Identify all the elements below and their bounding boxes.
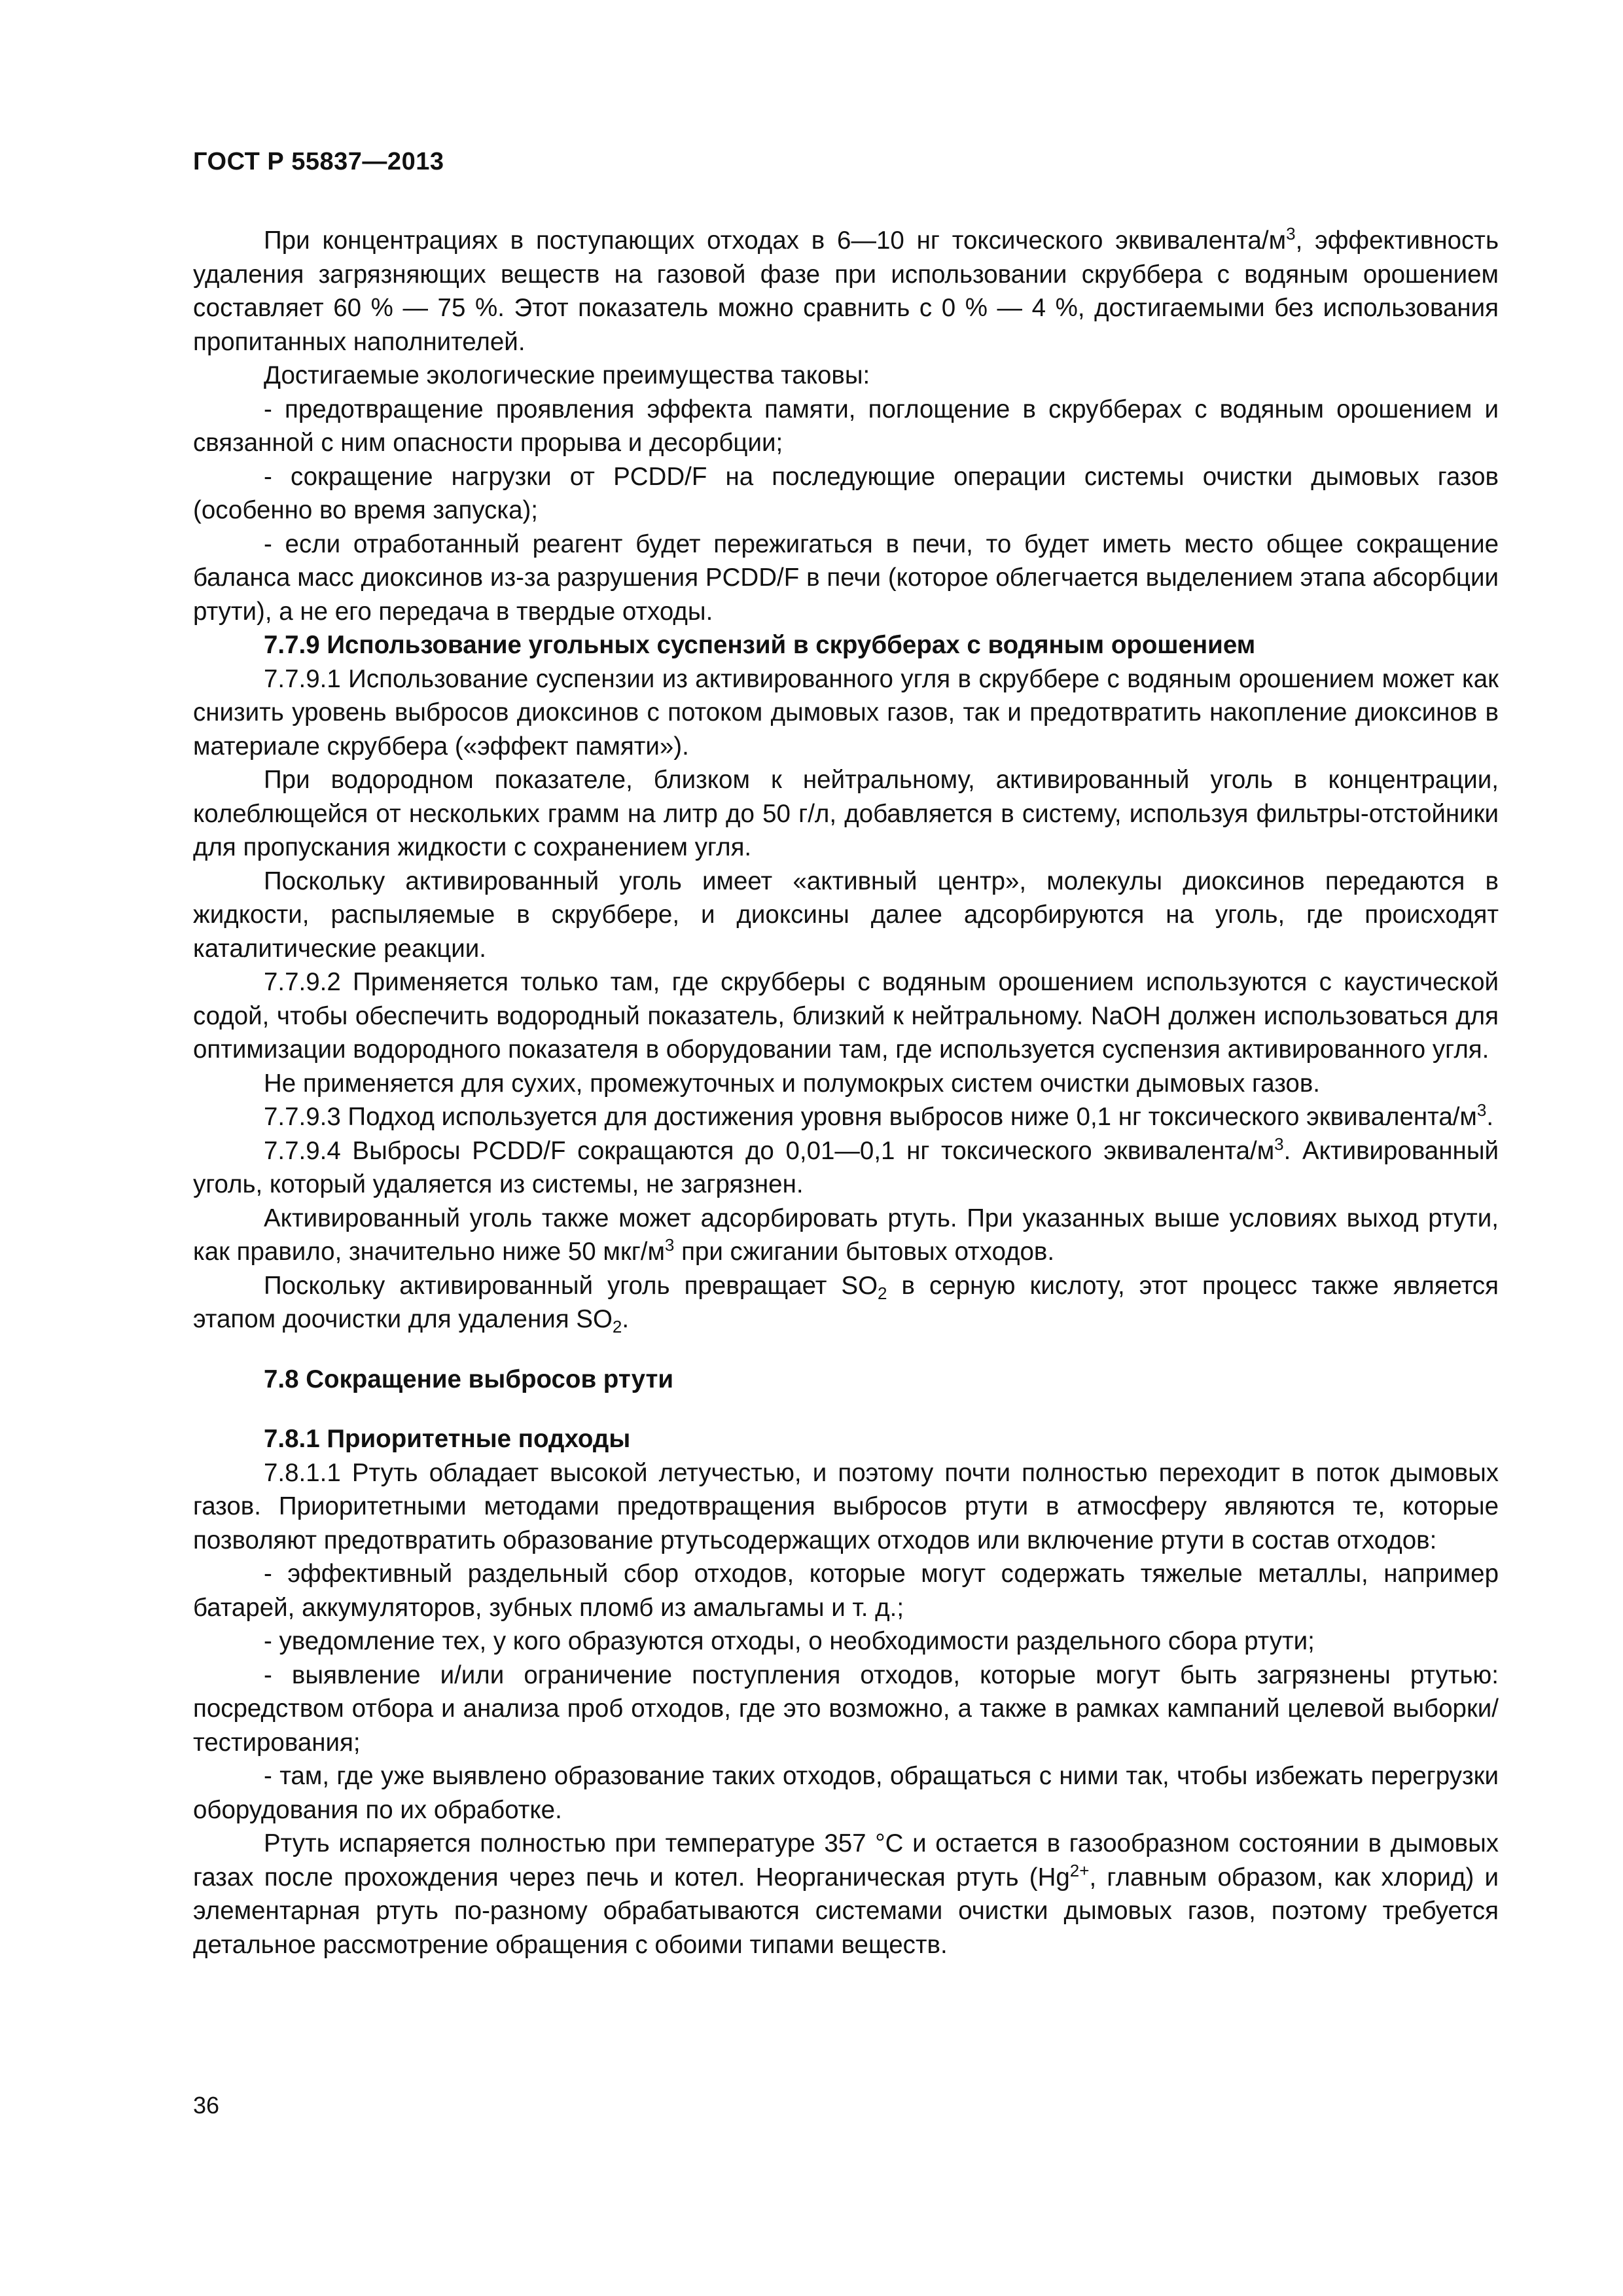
paragraph: Поскольку активированный уголь превращает $SO_2$ в серную кислоту, этот процесс также является этапом доочистки для удаления $SO_2$.	[193, 1271, 1499, 1336]
paragraph: Поскольку активированный уголь имеет «активный центр», молекулы диоксинов передаются в жидкости, распыляемые в скруббере, и диоксины далее адсорбируются на уголь, где происходят каталитические реакции.	[193, 867, 1499, 963]
paragraph: 7.7.9.3 Подход используется для достижения уровня выбросов ниже 0,1 нг токсического эквивалента/$м^3$.	[264, 1100, 1494, 1131]
paragraph: 7.7.9.4 Выбросы PCDD/F сокращаются до 0,01—0,1 нг токсического эквивалента/$м^3$. Активированный уголь, который удаляется из системы, не загрязнен.	[193, 1134, 1499, 1198]
subsection-heading: 7.8.1 Приоритетные подходы	[264, 1425, 631, 1453]
document-body	[193, 224, 1499, 1962]
paragraph: 7.7.9.2 Применяется только там, где скрубберы с водяным орошением используются с каустической содой, чтобы обеспечить водородный показатель, близкий к нейтральному. NaOH должен использоваться для оптимизации водородного показателя в оборудовании там, где используется суспензия активированного угля.	[193, 968, 1499, 1064]
paragraph: Активированный уголь также может адсорбировать ртуть. При указанных выше условиях выход ртути, как правило, значительно ниже 50 мкг/$м^3$ при сжигании бытовых отходов.	[193, 1204, 1499, 1266]
paragraph: Не применяется для сухих, промежуточных и полумокрых систем очистки дымовых газов.	[264, 1069, 1320, 1098]
list-item: - уведомление тех, у кого образуются отходы, о необходимости раздельного сбора ртути;	[264, 1627, 1315, 1655]
document-header: ГОСТ Р 55837—2013	[193, 148, 444, 175]
list-item: - выявление и/или ограничение поступления отходов, которые могут быть загрязнены ртутью: посредством отбора и анализа проб отходов, где это возможно, а также в рамках кампаний целевой выборки/тестирования;	[193, 1660, 1499, 1757]
paragraph: 7.7.9.1 Использование суспензии из активированного угля в скруббере с водяным орошением может как снизить уровень выбросов диоксинов с потоком дымовых газов, так и предотвратить накопление диоксинов в материале скруббера («эффект памяти»).	[193, 664, 1499, 761]
section-heading: 7.7.9 Использование угольных суспензий в скрубберах с водяным орошением	[264, 631, 1256, 659]
section-heading: 7.8 Сокращение выбросов ртути	[264, 1365, 674, 1393]
list-item: - там, где уже выявлено образование таких отходов, обращаться с ними так, чтобы избежать перегрузки оборудования по их обработке.	[193, 1762, 1499, 1824]
list-item: - эффективный раздельный сбор отходов, которые могут содержать тяжелые металлы, например батарей, аккумуляторов, зубных пломб из амальгамы и т. д.;	[193, 1560, 1499, 1622]
list-item: - если отработанный реагент будет пережигаться в печи, то будет иметь место общее сокращение баланса масс диоксинов из-за разрушения PCDD/F в печи (которое облегчается выделением этапа абсорбции ртути), а не его передача в твердые отходы.	[193, 529, 1499, 626]
paragraph: Достигаемые экологические преимущества таковы:	[264, 361, 870, 389]
paragraph: При концентрациях в поступающих отходах в 6—10 нг токсического эквивалента/$м^3$, эффективность удаления загрязняющих веществ на газовой фазе при использовании скруббера с водяным орошением составляет 60 % — 75 %. Этот показатель можно сравнить с 0 % — 4 %, достигаемыми без использования пропитанных наполнителей.	[193, 224, 1499, 356]
page-number: 36	[193, 2092, 220, 2119]
list-item: - сокращение нагрузки от PCDD/F на последующие операции системы очистки дымовых газов (особенно во время запуска);	[193, 462, 1499, 524]
paragraph: При водородном показателе, близком к нейтральному, активированный уголь в концентрации, колеблющейся от нескольких грамм на литр до 50 г/л, добавляется в систему, используя фильтры-отстойники для пропускания жидкости с сохранением угля.	[193, 766, 1499, 861]
paragraph: 7.8.1.1 Ртуть обладает высокой летучестью, и поэтому почти полностью переходит в поток дымовых газов. Приоритетными методами предотвращения выбросов ртути в атмосферу являются те, которые позволяют предотвратить образование ртутьсодержащих отходов или включение ртути в состав отходов:	[193, 1458, 1499, 1554]
list-item: - предотвращение проявления эффекта памяти, поглощение в скрубберах с водяным орошением и связанной с ним опасности прорыва и десорбции;	[193, 395, 1499, 457]
paragraph: Ртуть испаряется полностью при температуре 357 °С и остается в газообразном состоянии в дымовых газах после прохождения через печь и котел. Неорганическая ртуть ($Hg^{2+}$, главным образом, как хлорид) и элементарная ртуть по-разному обрабатываются системами очистки дымовых газов, поэтому требуется детальное рассмотрение обращения с обоими типами веществ.	[193, 1829, 1499, 1959]
